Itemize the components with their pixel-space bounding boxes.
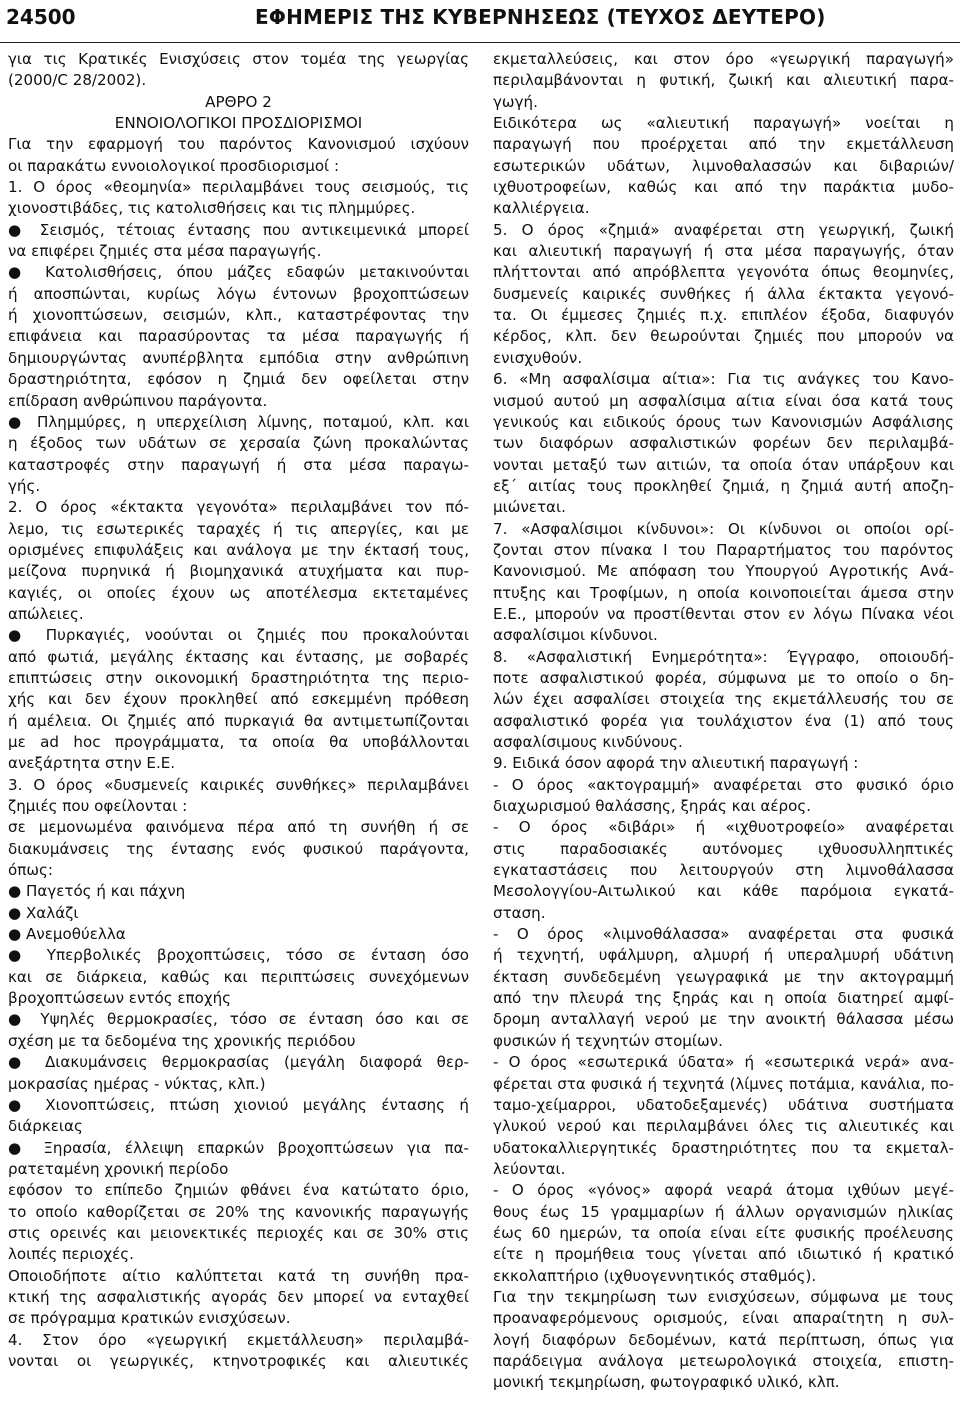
text-line: ● Χιονοπτώσεις, πτώση χιονιού μεγάλης έντασης ή (8, 1095, 469, 1114)
text-line: νισμού αυτού μη ασφαλίσιμα αίτια είναι όσα κατά τους (493, 391, 954, 410)
text-line: μιώνεται. (493, 498, 566, 517)
text-line: ή τεχνητή, υφάλμυρη, αλμυρή ή υπεραλμυρή υδάτινη (493, 946, 954, 965)
text-line: ή αποσπώνται, κυρίως λόγω έντονων βροχοπτώσεων (8, 284, 469, 303)
text-line: λογή διαφόρων δεδομένων, κατά περίπτωση, όπως για (493, 1330, 954, 1349)
text-line: ● Πλημμύρες, η υπερχείλιση λίμνης, ποταμού, κλπ. και (8, 412, 469, 431)
text-line: κέρδος, κλπ. δεν θεωρούνται ζημιές που μπορούν να (493, 327, 954, 346)
text-line: (2000/C 28/2002). (8, 71, 147, 90)
text-line: Οποιοδήποτε αίτιο καλύπτεται κατά τη συνήθη πρα- (8, 1266, 469, 1285)
text-line: επίδραση ανθρώπινου παράγοντα. (8, 391, 268, 410)
text-line: ● Διακυμάνσεις θερμοκρασίας (μεγάλη διαφορά θερ- (8, 1053, 469, 1072)
gazette-title: ΕΦΗΜΕΡΙΣ ΤΗΣ ΚΥΒΕΡΝΗΣΕΩΣ (ΤΕΥΧΟΣ ΔΕΥΤΕΡΟ) (255, 5, 826, 29)
text-line: δυσμενείς καιρικές συνθήκες ή άλλα έκτακτα γεγονό- (493, 284, 954, 303)
text-line: ή χιονοπτώσεων, σεισμών, κλπ., καταστρέφοντας την (8, 306, 469, 325)
text-line: σχέση με τα δεδομένα της χρονικής περιόδου (8, 1031, 356, 1050)
text-line: εγκαταστάσεις που λειτουργούν στη λιμνοθάλασσα (493, 861, 954, 880)
text-line: ρατεταμένη χρονική περίοδο (8, 1159, 229, 1178)
text-line: 6. «Μη ασφαλίσιμα αίτια»: Για τις ανάγκες του Κανο- (493, 370, 954, 389)
text-line: ενισχυθούν. (493, 348, 583, 367)
text-line: προαναφερόμενους ορισμούς, είναι απαραίτητη η συλ- (493, 1309, 954, 1328)
text-line: ● Κατολισθήσεις, όπου μάζες εδαφών μετακινούνται (8, 263, 469, 282)
text-line: λεμο, τις εσωτερικές ταραχές ή τις απεργίες, και με (8, 519, 469, 538)
left-text-column (8, 49, 469, 1421)
text-line: νονται μεταξύ των αιτιών, τα οποία όταν υπάρξουν και (493, 455, 954, 474)
text-line: χιονοστιβάδες, τις κατολισθήσεις και τις πλημμύρες. (8, 199, 416, 218)
text-line: δρομη ανταλλαγή νερού με την ανοικτή θάλασσα μέσω (493, 1010, 954, 1029)
text-line: 1. Ο όρος «θεομηνία» περιλαμβάνει τους σεισμούς, τις (8, 178, 469, 197)
text-line: κτική της ασφαλιστικής αγοράς δεν μπορεί να ενταχθεί (8, 1287, 469, 1306)
text-line: οι παρακάτω εννοιολογικοί προσδιορισμοί : (8, 156, 340, 175)
text-line: επιφάνεια και παρασύροντας τα μέσα παραγωγής ή (8, 327, 469, 346)
text-line: λών έχει ασφαλίσει στοιχεία της εκμετάλλευσής του σε (493, 690, 954, 709)
text-line: ασφαλιστικό φορέα για τουλάχιστον ένα (1) από τους (493, 711, 954, 730)
text-line: 4. Στον όρο «γεωργική εκμετάλλευση» περιλαμβά- (8, 1330, 469, 1349)
text-line: Ειδικότερα ως «αλιευτική παραγωγή» νοείται η (493, 114, 954, 133)
text-line: - Ο όρος «ακτογραμμή» αναφέρεται στο φυσικό όριο (493, 775, 954, 794)
text-line: λεύονται. (493, 1159, 566, 1178)
text-line: ΕΝΝΟΙΟΛΟΓΙΚΟΙ ΠΡΟΣΔΙΟΡΙΣΜΟΙ (114, 114, 363, 133)
text-line: υδατοκαλλιεργητικές δραστηριότητες που τα εκμεταλ- (493, 1138, 954, 1157)
text-line: νονται οι γεωργικές, κτηνοτροφικές και αλιευτικές (8, 1351, 469, 1370)
text-line: 3. Ο όρος «δυσμενείς καιρικές συνθήκες» περιλαμβάνει (8, 775, 469, 794)
text-line: να επιφέρει ζημιές στα μέσα παραγωγής. (8, 242, 322, 261)
text-line: ● Υψηλές θερμοκρασίες, τόσο σε ένταση όσο και σε (8, 1010, 469, 1029)
text-line: δραστηριότητα, εφόσον η ζημιά δεν οφείλεται στην (8, 370, 469, 389)
text-line: έκταση συνδεδεμένη γεωγραφικά με την ακτογραμμή (493, 967, 954, 986)
text-line: παραγωγή που προέρχεται από την εκμετάλλευση (493, 135, 954, 154)
text-line: ζημιές που οφείλονται : (8, 797, 188, 816)
text-line: ● Ξηρασία, έλλειψη επαρκών βροχοπτώσεων για πα- (8, 1138, 469, 1157)
text-line: η έξοδος των υδάτων σε χερσαία ζώνη προκαλώντας (8, 434, 469, 453)
text-line: σε πρόγραμμα κρατικών ενισχύσεων. (8, 1309, 291, 1328)
text-line: γλυκού νερού και περιλαμβάνει όλες τις αλιευτικές και (493, 1117, 954, 1136)
text-line: καγιές, οι οποίες έχουν ως αποτέλεσμα εκτεταμένες (8, 583, 469, 602)
text-line: επιπτώσεις στην οικονομική δραστηριότητα της περιο- (8, 668, 469, 687)
text-line: 7. «Ασφαλίσιμοι κίνδυνοι»: Οι κίνδυνοι οι οποίοι ορί- (493, 519, 954, 538)
text-line: φέρεται στα φυσικά ή τεχνητά (λίμνες ποτάμια, κανάλια, πο- (493, 1074, 954, 1093)
text-line: απώλειες. (8, 604, 84, 623)
text-line: Μεσολογγίου-Αιτωλικού και κάθε παρόμοια εγκατά- (493, 882, 954, 901)
text-line: ταμο-χείμαρροι, υδατοδεξαμενές) υδάτινα συστήματα (493, 1095, 954, 1114)
text-line: παράδειγμα ανάλογα μετεωρολογικά στοιχεία, επιστη- (493, 1351, 954, 1370)
text-line: το οποίο καθορίζεται σε 20% της κανονικής παραγωγής (8, 1202, 469, 1221)
text-line: εσωτερικών υδάτων, λιμνοθαλασσών και διβαριών/ (493, 156, 954, 175)
text-line: ανεξάρτητα στην Ε.Ε. (8, 754, 176, 773)
text-line: διαχωρισμού θαλάσσης, ξηράς και αέρος. (493, 797, 811, 816)
text-line: - Ο όρος «λιμνοθάλασσα» αναφέρεται στα φυσικά (493, 925, 954, 944)
text-line: λοιπές περιοχές. (8, 1245, 134, 1264)
page-header (0, 0, 960, 43)
text-line: Κανονισμού. Με απόφαση του Υπουργού Αγροτικής Ανά- (493, 562, 954, 581)
text-line: πλήττονται από απρόβλεπτα γεγονότα όπως θεομηνίες, (493, 263, 954, 282)
text-line: φυσικών ή τεχνητών στομίων. (493, 1031, 723, 1050)
text-line: ή αμέλεια. Οι ζημιές από πυρκαγιά θα αντιμετωπίζονται (8, 711, 469, 730)
text-line: 8. «Ασφαλιστική Ενημερότητα»: Έγγραφο, οποιουδή- (493, 647, 954, 666)
text-line: Ε.Ε., μπορούν να προστίθενται στον εν λόγω Πίνακα νέοι (493, 604, 954, 623)
text-line: από την πλευρά της ξηράς και η οποία διατηρεί αμφί- (493, 989, 954, 1008)
page-number: 24500 (6, 5, 76, 29)
text-line: καλλιέργεια. (493, 199, 590, 218)
text-line: εξ΄ αιτίας τους προκληθεί ζημιά, η ζημιά αυτή αποζη- (493, 476, 954, 495)
text-line: ΑΡΘΡΟ 2 (205, 92, 272, 111)
text-line: καταστροφές στην παραγωγή ή στα μέσα παραγω- (8, 455, 469, 474)
text-line: Για την εφαρμογή του παρόντος Κανονισμού ισχύουν (8, 135, 469, 154)
text-line: διακυμάνσεις της έντασης ενός φυσικού παράγοντα, (8, 839, 469, 858)
text-line: γενικούς και ειδικούς όρους των Κανονισμών Ασφάλισης (493, 412, 954, 431)
text-line: ζονται στον πίνακα Ι του Παραρτήματος του παρόντος (493, 540, 954, 559)
text-line: ● Σεισμός, τέτοιας έντασης που αντικειμενικά μπορεί (8, 220, 469, 239)
text-line: είτε η προμήθεια τους γίνεται από ιδιωτικό ή κρατικό (493, 1245, 954, 1264)
text-line: και αλιευτική παραγωγή ή στα μέσα παραγωγής, όταν (493, 242, 954, 261)
text-line: στις παραδοσιακές αυτόνομες ιχθυοσυλληπτικές (493, 839, 954, 858)
text-line: 5. Ο όρος «ζημιά» αναφέρεται στη γεωργική, ζωική (493, 220, 954, 239)
text-line: ● Ανεμοθύελλα (8, 925, 126, 944)
text-line: ασφαλίσιμοι κίνδυνοι. (493, 626, 658, 645)
right-text-column (493, 49, 954, 1421)
text-line: ● Υπερβολικές βροχοπτώσεις, τόσο σε ένταση όσο (8, 946, 469, 965)
text-line: με ad hoc προγράμματα, τα οποία θα υποβάλλονται (8, 733, 469, 751)
text-line: όπως: (8, 861, 53, 880)
text-line: ● Πυρκαγιές, νοούνται οι ζημιές που προκαλούνται (8, 626, 469, 645)
text-line: στις ορεινές και μειονεκτικές περιοχές και σε 30% στις (8, 1223, 469, 1242)
text-line: περιλαμβάνονται η φυτική, ζωική και αλιευτική παρα- (493, 71, 954, 90)
text-line: 2. Ο όρος «έκτακτα γεγονότα» περιλαμβάνει τον πό- (8, 498, 469, 517)
text-line: των διαφόρων ασφαλιστικών φορέων δεν περιλαμβά- (493, 434, 954, 453)
text-line: μονική τεκμηρίωση, φωτογραφικό υλικό, κλπ. (493, 1373, 840, 1392)
text-line: χής και δεν έχουν προκληθεί από εσκεμμένη πρόθεση (8, 690, 469, 709)
text-line: εφόσον το επίπεδο ζημιών φθάνει ένα κατώτατο όριο, (8, 1181, 469, 1200)
text-line: και σε διάρκεια, καθώς και περιπτώσεις συνεχόμενων (8, 967, 469, 986)
text-line: διάρκειας (8, 1117, 83, 1136)
text-line: σταση. (493, 903, 546, 922)
text-line: μείζονα πυρηνικά ή βιομηχανικά ατυχήματα και πυρ- (8, 562, 469, 581)
text-line: θους έως 15 γραμμαρίων ή άλλων οργανισμών ηλικίας (493, 1202, 954, 1221)
text-line: ● Παγετός ή και πάχνη (8, 882, 186, 901)
text-line: ποτε ασφαλιστικού φορέα, σύμφωνα με το οποίο ο δη- (493, 668, 954, 687)
text-line: ασφαλίσιμους κινδύνους. (493, 733, 683, 751)
text-line: ιχθυοτροφείων, καθώς και από την παράκτια μυδο- (493, 178, 954, 197)
text-line: - Ο όρος «διβάρι» ή «ιχθυοτροφείο» αναφέρεται (493, 818, 954, 837)
text-line: βροχοπτώσεων εντός εποχής (8, 989, 232, 1008)
text-line: γής. (8, 476, 41, 495)
text-line: - Ο όρος «γόνος» αφορά νεαρά άτομα ιχθύων μεγέ- (493, 1181, 954, 1200)
text-line: έως 60 ημερών, τα οποία είναι είτε φυσικής προέλευσης (493, 1223, 954, 1242)
text-line: ● Χαλάζι (8, 903, 79, 922)
text-line: - Ο όρος «εσωτερικά ύδατα» ή «εσωτερικά νερά» ανα- (493, 1053, 954, 1072)
text-line: πτυξης και Τροφίμων, η οποία κοινοποιείται άμεσα στην (493, 583, 954, 602)
text-line: τα. Οι έμμεσες ζημιές π.χ. επιπλέον έξοδα, διαφυγόν (493, 306, 954, 325)
text-line: 9. Ειδικά όσον αφορά την αλιευτική παραγωγή : (493, 754, 859, 773)
text-line: μοκρασίας ημέρας - νύκτας, κλπ.) (8, 1074, 266, 1093)
text-line: εκμεταλλεύσεις, και στον όρο «γεωργική παραγωγή» (493, 50, 954, 68)
text-line: Για την τεκμηρίωση των ενισχύσεων, σύμφωνα με τους (493, 1287, 954, 1306)
text-line: από φωτιά, μεγάλης έκτασης και έντασης, με σοβαρές (8, 647, 469, 666)
text-line: εκκολαπτήριο (ιχθυογεννητικός σταθμός). (493, 1266, 817, 1285)
text-line: γωγή. (493, 92, 538, 111)
text-line: δημιουργώντας ανυπέρβλητα εμπόδια στην ανθρώπινη (8, 348, 469, 367)
text-line: ορισμένες επιφυλάξεις και ανάλογα με την έκτασή τους, (8, 540, 469, 559)
text-line: σε μεμονωμένα φαινόμενα πέρα από τη συνήθη ή σε (8, 818, 469, 837)
text-line: για τις Κρατικές Ενισχύσεις στον τομέα της γεωργίας (8, 50, 469, 68)
